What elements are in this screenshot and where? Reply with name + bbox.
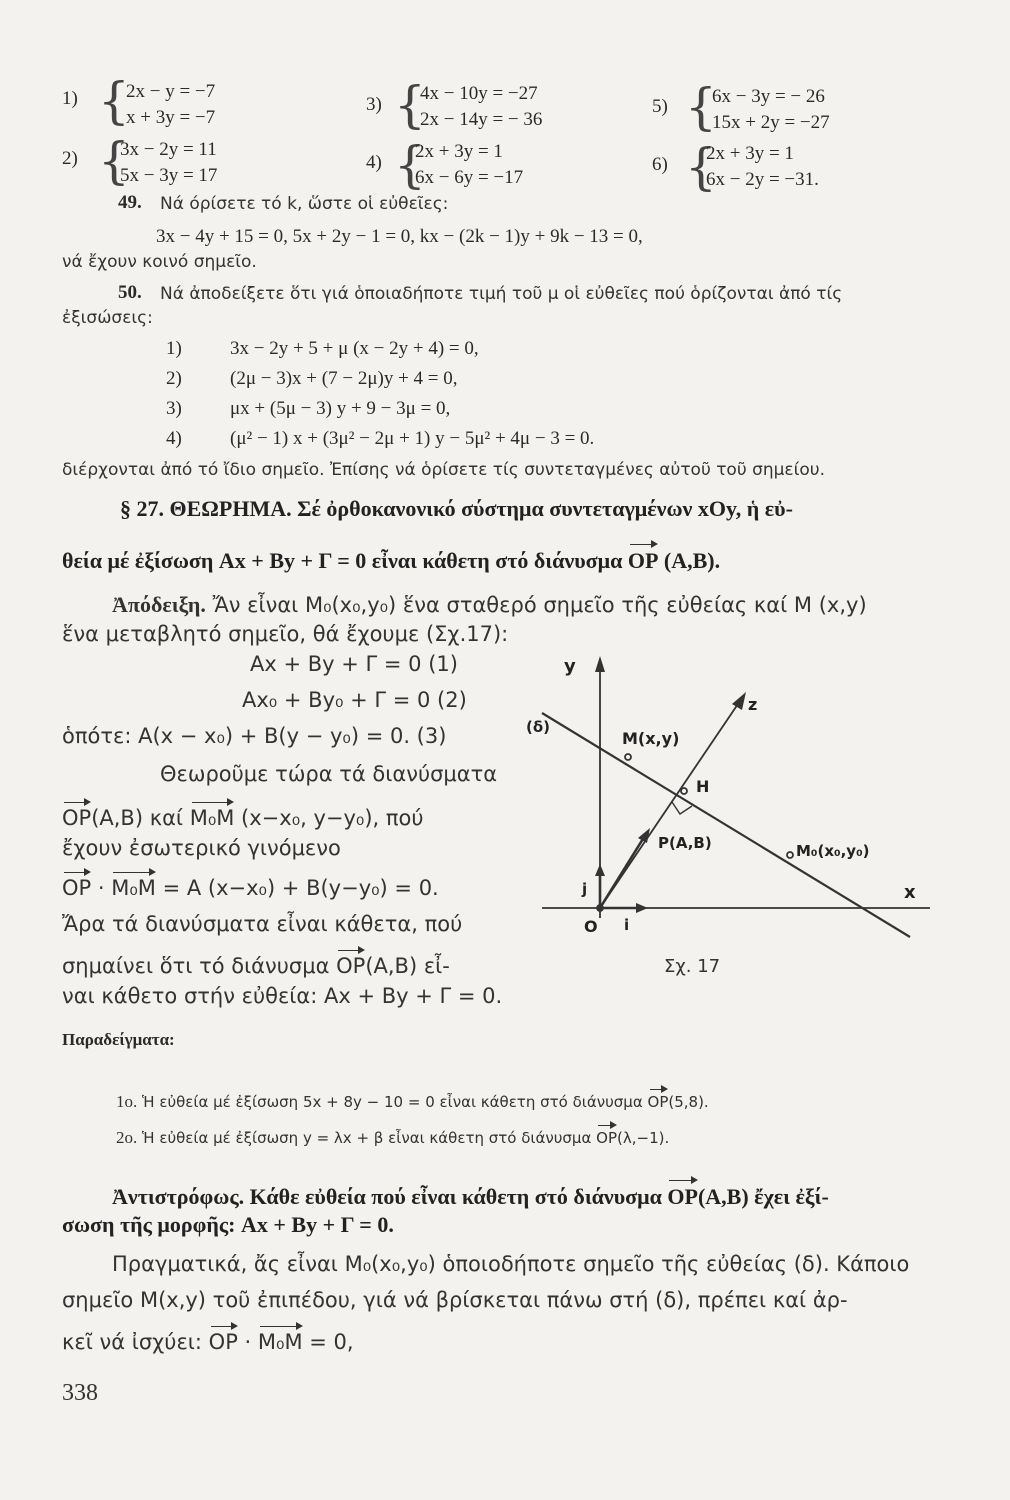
paragraph-line: κεῖ νά ἰσχύει: OP · M₀M = 0, [62, 1330, 354, 1354]
z-arrow [732, 692, 746, 710]
item-equation: (2μ − 3)x + (7 − 2μ)y + 4 = 0, [230, 368, 458, 389]
y-axis-arrow [595, 656, 605, 672]
equation: x + 3y = −7 [126, 107, 216, 128]
equation: 15x + 2y = −27 [712, 112, 830, 133]
proof-line: OP(A,B) καί M₀M (x−x₀, y−y₀), πού [62, 806, 424, 830]
system-number: 5) [652, 96, 668, 117]
label-delta: (δ) [526, 718, 551, 736]
example-item: 1ο. Ἡ εὐθεία μέ ἐξίσωση 5x + 8y − 10 = 0 εἶναι κάθετη στό διάνυσμα OP(5,8). [116, 1092, 709, 1111]
equation: 2x + 3y = 1 [706, 143, 794, 164]
equation-1: Ax + By + Γ = 0 (1) [250, 652, 458, 676]
label-z: z [748, 695, 758, 714]
point-m0 [787, 852, 793, 858]
equation: 6x − 2y = −31. [706, 169, 819, 190]
item-number: 1) [166, 338, 182, 359]
vector-op: OP [62, 876, 92, 900]
vector-op: OP [647, 1093, 669, 1111]
proof-label: Ἀπόδειξη. [112, 592, 206, 617]
system-number: 6) [652, 154, 668, 175]
exercise-text: Νά όρίσετε τό k, ὥστε οἱ εὐθεῖες: [160, 194, 449, 214]
brace: { [98, 72, 130, 130]
label-x: x [904, 882, 916, 903]
equation: 5x − 3y = 17 [120, 165, 218, 186]
brace: { [685, 78, 717, 136]
vector-op-arrow [600, 834, 646, 908]
exercise-text: Νά ἀποδείξετε ὅτι γιά ὁποιαδήποτε τιμή τοῦ μ οἱ εὐθεῖες πού ὁρίζονται ἀπό τίς [160, 284, 843, 304]
system-number: 3) [366, 94, 382, 115]
system-number: 2) [62, 148, 78, 169]
proof-line: ἔχουν ἐσωτερικό γινόμενο [62, 836, 341, 860]
exercise-number: 50. [118, 282, 142, 303]
theorem-heading: § 27. ΘΕΩΡΗΜΑ. Σέ ὀρθοκανονικό σύστημα συντεταγμένων xOy, ἡ εὐ- [120, 496, 793, 521]
label-i: i [624, 916, 630, 934]
exercise-number: 49. [118, 192, 142, 213]
theorem-statement: θεία μέ ἐξίσωση Ax + By + Γ = 0 εἶναι κάθετη στό διάνυσμα OP (A,B). [62, 548, 721, 573]
item-number: 3) [166, 398, 182, 419]
label-p: P(A,B) [658, 834, 712, 852]
vector-op: OP [667, 1184, 698, 1209]
origin-point [597, 905, 603, 911]
item-equation: (μ² − 1) x + (3μ² − 2μ + 1) y − 5μ² + 4μ − 3 = 0. [230, 428, 595, 449]
vector-op: OP [596, 1129, 617, 1147]
vector-op: OP [627, 548, 659, 573]
i-arrowhead [636, 903, 648, 913]
example-item: 2ο. Ἡ εὐθεία μέ ἐξίσωση y = λx + β εἶναι κάθετη στό διάνυσμα OP(λ,−1). [116, 1128, 670, 1147]
equation: 6x − 3y = − 26 [712, 86, 825, 107]
equation: 2x + 3y = 1 [415, 141, 503, 162]
equation: 6x − 6y = −17 [415, 167, 524, 188]
proof-line: Θεωροῦμε τώρα τά διανύσματα [160, 762, 498, 786]
label-j: j [582, 880, 588, 898]
right-angle-mark [672, 802, 692, 814]
page-number: 338 [62, 1380, 98, 1406]
figure-caption: Σχ. 17 [664, 956, 721, 977]
vector-m0m: M₀M [257, 1330, 303, 1354]
equation: 2x − 14y = − 36 [420, 109, 543, 130]
item-equation: μx + (5μ − 3) y + 9 − 3μ = 0, [230, 398, 451, 419]
equation: 3x − 2y = 11 [120, 139, 217, 160]
vector-op: OP [208, 1330, 238, 1354]
label-h: H [696, 777, 710, 796]
brace: { [685, 138, 717, 196]
examples-title: Παραδείγματα: [62, 1030, 175, 1049]
exercise-text: ἐξισώσεις: [62, 308, 153, 328]
equation-2: Ax₀ + By₀ + Γ = 0 (2) [242, 688, 467, 712]
proof-line: Ἀπόδειξη. Ἄν εἶναι M₀(x₀,y₀) ἕνα σταθερό σημεῖο τῆς εὐθείας καί M (x,y) [112, 592, 867, 617]
item-number: 4) [166, 428, 182, 449]
proof-line: ναι κάθετο στήν εὐθεία: Ax + By + Γ = 0. [62, 984, 503, 1008]
exercise-text: διέρχονται ἀπό τό ἴδιο σημεῖο. Ἐπίσης νά ὁρίσετε τίς συντεταγμένες αὐτοῦ τοῦ σημείου. [62, 460, 826, 480]
brace: { [394, 136, 426, 194]
system-number: 1) [62, 88, 78, 109]
figure-17 [520, 650, 940, 990]
point-m [625, 754, 631, 760]
item-equation: 3x − 2y + 5 + μ (x − 2y + 4) = 0, [230, 338, 479, 359]
exercise-text: νά ἔχουν κοινό σημεῖο. [62, 252, 257, 272]
brace: { [394, 76, 426, 134]
equation: 2x − y = −7 [126, 81, 216, 102]
item-number: 2) [166, 368, 182, 389]
equation-3: ὁπότε: A(x − x₀) + B(y − y₀) = 0. (3) [62, 724, 447, 748]
proof-line: ἕνα μεταβλητό σημεῖο, θά ἔχουμε (Σχ.17): [62, 622, 509, 646]
equation: 4x − 10y = −27 [420, 83, 538, 104]
paragraph-line: Πραγματικά, ἄς εἶναι M₀(x₀,y₀) ὁποιοδήποτε σημεῖο τῆς εὐθείας (δ). Κάποιο [112, 1252, 910, 1276]
label-m0: M₀(x₀,y₀) [796, 842, 870, 860]
p-arrowhead [638, 828, 650, 843]
label-o: O [584, 917, 598, 936]
brace: { [98, 132, 130, 190]
label-m: M(x,y) [622, 729, 680, 748]
proof-line: OP · M₀M = A (x−x₀) + B(y−y₀) = 0. [62, 876, 439, 900]
vector-op: OP [336, 954, 366, 978]
point-h [681, 788, 687, 794]
converse-statement: Ἀντιστρόφως. Κάθε εὐθεία πού εἶναι κάθετη στό διάνυσμα OP(A,B) ἔχει ἐξί- [112, 1184, 829, 1209]
system-number: 4) [366, 152, 382, 173]
line-delta [542, 713, 910, 937]
vector-m0m: M₀M [111, 876, 156, 900]
exercise-equations: 3x − 4y + 15 = 0, 5x + 2y − 1 = 0, kx − (2k − 1)y + 9k − 13 = 0, [156, 226, 643, 247]
j-arrowhead [595, 864, 605, 876]
proof-line: σημαίνει ὅτι τό διάνυσμα OP(A,B) εἶ- [62, 954, 450, 978]
proof-line: Ἄρα τά διανύσματα εἶναι κάθετα, πού [62, 912, 463, 936]
paragraph-line: σημεῖο M(x,y) τοῦ ἐπιπέδου, γιά νά βρίσκεται πάνω στή (δ), πρέπει καί ἀρ- [62, 1288, 848, 1312]
label-y: y [564, 656, 576, 677]
vector-op: OP [62, 806, 92, 830]
vector-m0m: M₀M [189, 806, 235, 830]
converse-statement: σωση τῆς μορφῆς: Ax + By + Γ = 0. [62, 1212, 394, 1237]
